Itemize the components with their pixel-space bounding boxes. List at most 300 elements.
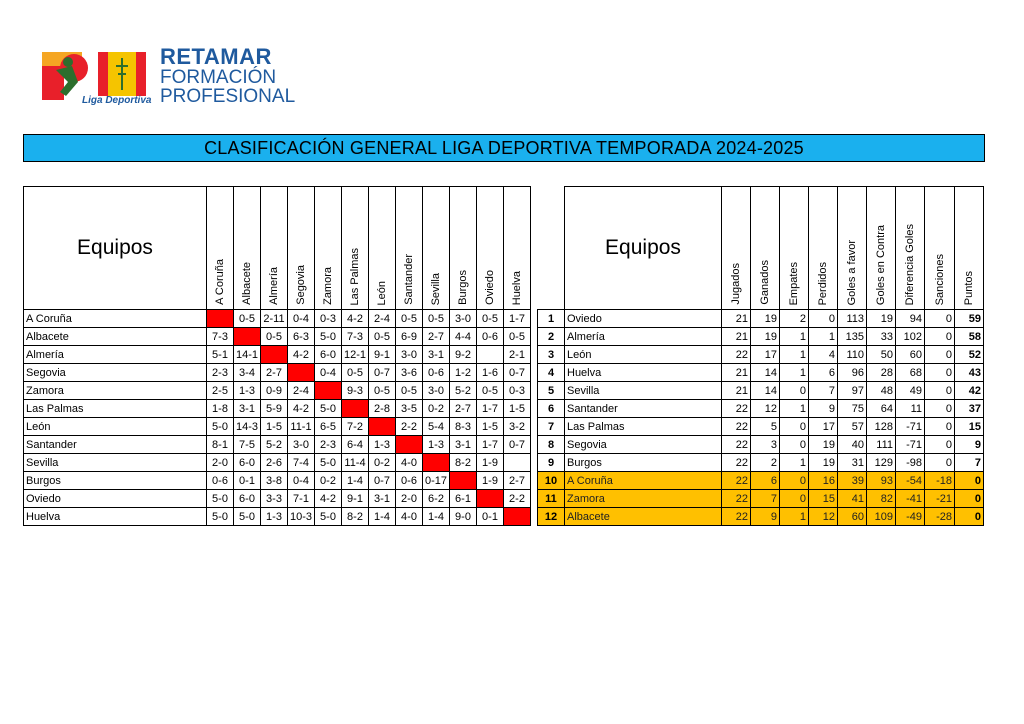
- score-cell: 9-1: [342, 490, 369, 508]
- standings-column-header: [955, 187, 984, 310]
- points-cell: 0: [955, 490, 984, 508]
- stat-cell: 57: [838, 418, 867, 436]
- results-column-header: [234, 187, 261, 310]
- position-cell: 12: [538, 508, 565, 526]
- position-cell: 4: [538, 364, 565, 382]
- brand-line1: RETAMAR: [160, 44, 272, 69]
- score-cell: 7-4: [288, 454, 315, 472]
- stat-cell: 17: [751, 346, 780, 364]
- results-team-name: Zamora: [24, 382, 207, 400]
- points-cell: 42: [955, 382, 984, 400]
- standings-row: [538, 346, 984, 364]
- stat-cell: 96: [838, 364, 867, 382]
- score-cell: 4-0: [396, 454, 423, 472]
- score-cell: 6-2: [423, 490, 450, 508]
- points-cell: 37: [955, 400, 984, 418]
- results-matrix: [23, 186, 531, 526]
- results-column-header: [261, 187, 288, 310]
- score-cell: 7-2: [342, 418, 369, 436]
- score-cell: 0-9: [261, 382, 288, 400]
- score-cell: 5-0: [315, 328, 342, 346]
- results-row: [24, 382, 531, 400]
- results-team-name: A Coruña: [24, 310, 207, 328]
- results-column-header: [504, 187, 531, 310]
- stat-cell: 16: [809, 472, 838, 490]
- standings-column-label: Ganados: [759, 260, 771, 305]
- score-cell: 2-2: [396, 418, 423, 436]
- stat-cell: 1: [780, 346, 809, 364]
- stat-cell: 0: [925, 310, 955, 328]
- position-cell: 5: [538, 382, 565, 400]
- standings-team-name: Oviedo: [565, 310, 722, 328]
- score-cell: 7-3: [342, 328, 369, 346]
- stat-cell: 21: [722, 364, 751, 382]
- score-cell: 3-1: [450, 436, 477, 454]
- score-cell: 5-0: [207, 418, 234, 436]
- points-cell: 0: [955, 508, 984, 526]
- standings-column-label: Goles en Contra: [875, 224, 887, 305]
- score-cell: 2-7: [450, 400, 477, 418]
- score-cell: 0-5: [504, 328, 531, 346]
- stat-cell: 4: [809, 346, 838, 364]
- results-row: [24, 508, 531, 526]
- score-cell: 2-0: [207, 454, 234, 472]
- results-row: [24, 436, 531, 454]
- score-cell: 0-4: [288, 472, 315, 490]
- results-team-name: Albacete: [24, 328, 207, 346]
- score-cell: 1-5: [261, 418, 288, 436]
- stat-cell: 0: [780, 472, 809, 490]
- score-cell: 14-1: [234, 346, 261, 364]
- stat-cell: 60: [838, 508, 867, 526]
- stat-cell: 7: [809, 382, 838, 400]
- score-cell: 2-4: [369, 310, 396, 328]
- standings-team-name: A Coruña: [565, 472, 722, 490]
- score-cell: 1-8: [207, 400, 234, 418]
- results-column-header: [369, 187, 396, 310]
- results-column-label: Segovia: [295, 265, 307, 305]
- score-cell: 9-2: [450, 346, 477, 364]
- stat-cell: 3: [751, 436, 780, 454]
- diagonal-cell: [342, 400, 369, 418]
- score-cell: 6-0: [315, 346, 342, 364]
- score-cell: 6-0: [234, 454, 261, 472]
- results-team-name: León: [24, 418, 207, 436]
- stat-cell: 40: [838, 436, 867, 454]
- standings-team-name: Zamora: [565, 490, 722, 508]
- stat-cell: 28: [867, 364, 896, 382]
- standings-team-name: Sevilla: [565, 382, 722, 400]
- score-cell: 1-9: [477, 472, 504, 490]
- score-cell: 9-1: [369, 346, 396, 364]
- stat-cell: 1: [780, 364, 809, 382]
- stat-cell: 33: [867, 328, 896, 346]
- score-cell: 0-3: [504, 382, 531, 400]
- score-cell: 6-5: [315, 418, 342, 436]
- standings-header-row: [538, 187, 984, 310]
- stat-cell: -49: [896, 508, 925, 526]
- score-cell: 8-2: [342, 508, 369, 526]
- results-team-name: Sevilla: [24, 454, 207, 472]
- stat-cell: 6: [751, 472, 780, 490]
- stat-cell: 1: [780, 454, 809, 472]
- results-column-label: Burgos: [457, 270, 469, 305]
- score-cell: 0-5: [477, 382, 504, 400]
- results-row: [24, 418, 531, 436]
- score-cell: 10-3: [288, 508, 315, 526]
- stat-cell: 0: [925, 436, 955, 454]
- stat-cell: 7: [751, 490, 780, 508]
- standings-column-header: [722, 187, 751, 310]
- score-cell: 2-3: [207, 364, 234, 382]
- stat-cell: 2: [780, 310, 809, 328]
- score-cell: 0-5: [396, 382, 423, 400]
- position-cell: 8: [538, 436, 565, 454]
- results-team-name: Segovia: [24, 364, 207, 382]
- points-cell: 52: [955, 346, 984, 364]
- stat-cell: 1: [780, 328, 809, 346]
- results-row: [24, 490, 531, 508]
- score-cell: 5-9: [261, 400, 288, 418]
- stat-cell: -98: [896, 454, 925, 472]
- position-cell: 6: [538, 400, 565, 418]
- stat-cell: 0: [925, 418, 955, 436]
- stat-cell: 22: [722, 508, 751, 526]
- stat-cell: 19: [809, 454, 838, 472]
- score-cell: 3-0: [450, 310, 477, 328]
- stat-cell: 0: [925, 382, 955, 400]
- standings-column-header: [751, 187, 780, 310]
- stat-cell: 128: [867, 418, 896, 436]
- position-cell: 10: [538, 472, 565, 490]
- score-cell: 2-7: [261, 364, 288, 382]
- position-header: [538, 187, 565, 310]
- standings-team-name: Segovia: [565, 436, 722, 454]
- results-column-header: [477, 187, 504, 310]
- score-cell: 2-5: [207, 382, 234, 400]
- score-cell: 6-0: [234, 490, 261, 508]
- score-cell: 0-17: [423, 472, 450, 490]
- stat-cell: 49: [896, 382, 925, 400]
- standings-column-header: [809, 187, 838, 310]
- results-row: [24, 328, 531, 346]
- logo-badge: Liga Deportiva: [82, 95, 152, 106]
- stat-cell: 12: [751, 400, 780, 418]
- score-cell: 3-4: [234, 364, 261, 382]
- results-column-header: [207, 187, 234, 310]
- stat-cell: 22: [722, 346, 751, 364]
- brand-name: [160, 46, 295, 106]
- position-cell: 3: [538, 346, 565, 364]
- results-team-header: Equipos: [24, 187, 207, 310]
- stat-cell: -18: [925, 472, 955, 490]
- score-cell: 5-0: [234, 508, 261, 526]
- results-row: [24, 400, 531, 418]
- score-cell: 3-5: [396, 400, 423, 418]
- stat-cell: 21: [722, 328, 751, 346]
- diagonal-cell: [396, 436, 423, 454]
- stat-cell: 75: [838, 400, 867, 418]
- results-column-label: Sevilla: [430, 272, 442, 305]
- score-cell: 0-5: [369, 328, 396, 346]
- score-cell: 3-1: [423, 346, 450, 364]
- stat-cell: 15: [809, 490, 838, 508]
- score-cell: 12-1: [342, 346, 369, 364]
- score-cell: 0-1: [234, 472, 261, 490]
- stat-cell: 113: [838, 310, 867, 328]
- score-cell: 1-7: [477, 400, 504, 418]
- standings-column-label: Diferencia Goles: [904, 223, 916, 305]
- stat-cell: 1: [780, 400, 809, 418]
- stat-cell: 110: [838, 346, 867, 364]
- score-cell: 3-0: [288, 436, 315, 454]
- standings-row: [538, 436, 984, 454]
- results-column-header: [342, 187, 369, 310]
- score-cell: 4-4: [450, 328, 477, 346]
- score-cell: 1-3: [234, 382, 261, 400]
- standings-row: [538, 382, 984, 400]
- score-cell: 4-2: [288, 400, 315, 418]
- score-cell: 0-2: [423, 400, 450, 418]
- score-cell: 0-3: [315, 310, 342, 328]
- stat-cell: 64: [867, 400, 896, 418]
- standings-column-header: [867, 187, 896, 310]
- standings-table: [537, 186, 984, 526]
- score-cell: 1-7: [504, 310, 531, 328]
- score-cell: 2-6: [261, 454, 288, 472]
- score-cell: 3-0: [396, 346, 423, 364]
- results-row: [24, 472, 531, 490]
- diagonal-cell: [369, 418, 396, 436]
- stat-cell: 19: [751, 328, 780, 346]
- stat-cell: 0: [925, 328, 955, 346]
- results-team-name: Almería: [24, 346, 207, 364]
- results-column-label: León: [376, 280, 388, 305]
- score-cell: 3-2: [504, 418, 531, 436]
- results-column-label: Huelva: [511, 270, 523, 305]
- stat-cell: 6: [809, 364, 838, 382]
- score-cell: 5-0: [315, 454, 342, 472]
- standings-team-name: Santander: [565, 400, 722, 418]
- stat-cell: 12: [809, 508, 838, 526]
- standings-team-name: Las Palmas: [565, 418, 722, 436]
- results-column-header: [450, 187, 477, 310]
- score-cell: 1-3: [369, 436, 396, 454]
- stat-cell: 11: [896, 400, 925, 418]
- brand-line2: FORMACIÓN: [160, 67, 277, 88]
- score-cell: 0-4: [288, 310, 315, 328]
- stat-cell: 21: [722, 310, 751, 328]
- results-team-name: Huelva: [24, 508, 207, 526]
- diagonal-cell: [423, 454, 450, 472]
- position-cell: 7: [538, 418, 565, 436]
- standings-column-header: [925, 187, 955, 310]
- stat-cell: 19: [867, 310, 896, 328]
- standings-row: [538, 490, 984, 508]
- standings-team-name: Burgos: [565, 454, 722, 472]
- score-cell: 5-2: [261, 436, 288, 454]
- score-cell: 3-3: [261, 490, 288, 508]
- score-cell: 4-2: [315, 490, 342, 508]
- score-cell: 1-4: [423, 508, 450, 526]
- points-cell: 9: [955, 436, 984, 454]
- stat-cell: 0: [780, 490, 809, 508]
- score-cell: 4-0: [396, 508, 423, 526]
- stat-cell: 0: [780, 382, 809, 400]
- score-cell: 3-8: [261, 472, 288, 490]
- stat-cell: -28: [925, 508, 955, 526]
- score-cell: 7-1: [288, 490, 315, 508]
- score-cell: 1-5: [504, 400, 531, 418]
- score-cell: 0-5: [423, 310, 450, 328]
- score-cell: 2-1: [504, 346, 531, 364]
- score-cell: 6-1: [450, 490, 477, 508]
- points-cell: 43: [955, 364, 984, 382]
- score-cell: 9-3: [342, 382, 369, 400]
- score-cell: 0-6: [423, 364, 450, 382]
- score-cell: 11-4: [342, 454, 369, 472]
- stat-cell: 2: [751, 454, 780, 472]
- stat-cell: 129: [867, 454, 896, 472]
- score-cell: 0-5: [261, 328, 288, 346]
- stat-cell: 0: [780, 436, 809, 454]
- score-cell: 0-5: [369, 382, 396, 400]
- stat-cell: 14: [751, 382, 780, 400]
- stat-cell: 9: [751, 508, 780, 526]
- diagonal-cell: [450, 472, 477, 490]
- score-cell: 8-3: [450, 418, 477, 436]
- results-column-header: [423, 187, 450, 310]
- position-cell: 11: [538, 490, 565, 508]
- score-cell: 0-1: [477, 508, 504, 526]
- score-cell: 5-0: [315, 508, 342, 526]
- stat-cell: 0: [809, 310, 838, 328]
- position-cell: 9: [538, 454, 565, 472]
- score-cell: 6-3: [288, 328, 315, 346]
- stat-cell: -21: [925, 490, 955, 508]
- stat-cell: 17: [809, 418, 838, 436]
- stat-cell: 109: [867, 508, 896, 526]
- results-column-label: Almería: [268, 267, 280, 305]
- stat-cell: 82: [867, 490, 896, 508]
- stat-cell: 22: [722, 418, 751, 436]
- score-cell: 3-1: [369, 490, 396, 508]
- stat-cell: 93: [867, 472, 896, 490]
- score-cell: 3-6: [396, 364, 423, 382]
- stat-cell: 50: [867, 346, 896, 364]
- standings-row: [538, 454, 984, 472]
- standings-row: [538, 472, 984, 490]
- score-cell: 0-5: [477, 310, 504, 328]
- score-cell: 1-3: [261, 508, 288, 526]
- score-cell: 1-4: [342, 472, 369, 490]
- diagonal-cell: [261, 346, 288, 364]
- score-cell: 1-6: [477, 364, 504, 382]
- score-cell: 0-7: [504, 436, 531, 454]
- results-column-label: Oviedo: [484, 270, 496, 305]
- score-cell: 2-3: [315, 436, 342, 454]
- diagonal-cell: [288, 364, 315, 382]
- score-cell: 1-2: [450, 364, 477, 382]
- score-cell: 4-2: [342, 310, 369, 328]
- stat-cell: 48: [867, 382, 896, 400]
- standings-row: [538, 418, 984, 436]
- points-cell: 58: [955, 328, 984, 346]
- stat-cell: 22: [722, 472, 751, 490]
- stat-cell: 0: [925, 400, 955, 418]
- results-column-header: [315, 187, 342, 310]
- score-cell: 2-7: [423, 328, 450, 346]
- score-cell: 0-2: [369, 454, 396, 472]
- stat-cell: 21: [722, 382, 751, 400]
- standings-column-label: Jugados: [730, 263, 742, 305]
- score-cell: 0-5: [396, 310, 423, 328]
- score-cell: [477, 346, 504, 364]
- stat-cell: 22: [722, 490, 751, 508]
- diagonal-cell: [315, 382, 342, 400]
- points-cell: 59: [955, 310, 984, 328]
- stat-cell: 0: [925, 346, 955, 364]
- stat-cell: 22: [722, 400, 751, 418]
- results-row: [24, 346, 531, 364]
- score-cell: 3-1: [234, 400, 261, 418]
- score-cell: 5-4: [423, 418, 450, 436]
- stat-cell: 0: [925, 364, 955, 382]
- score-cell: 5-0: [207, 490, 234, 508]
- stat-cell: 39: [838, 472, 867, 490]
- standings-column-label: Goles a favor: [846, 239, 858, 305]
- stat-cell: 9: [809, 400, 838, 418]
- score-cell: 8-1: [207, 436, 234, 454]
- results-body: [24, 310, 531, 526]
- standings-column-header: [896, 187, 925, 310]
- standings-column-label: Perdidos: [817, 261, 829, 305]
- stat-cell: 1: [780, 508, 809, 526]
- score-cell: 4-2: [288, 346, 315, 364]
- standings-body: [538, 310, 984, 526]
- results-column-label: Las Palmas: [349, 247, 361, 305]
- score-cell: 5-2: [450, 382, 477, 400]
- position-cell: 1: [538, 310, 565, 328]
- score-cell: 2-2: [504, 490, 531, 508]
- score-cell: 0-5: [342, 364, 369, 382]
- page-title: CLASIFICACIÓN GENERAL LIGA DEPORTIVA TEMPORADA 2024-2025: [23, 134, 985, 162]
- standings-team-name: Almería: [565, 328, 722, 346]
- stat-cell: 19: [809, 436, 838, 454]
- stat-cell: 5: [751, 418, 780, 436]
- stat-cell: 31: [838, 454, 867, 472]
- standings-team-name: Albacete: [565, 508, 722, 526]
- diagonal-cell: [207, 310, 234, 328]
- score-cell: 14-3: [234, 418, 261, 436]
- stat-cell: 14: [751, 364, 780, 382]
- results-column-label: A Coruña: [214, 259, 226, 305]
- standings-team-name: Huelva: [565, 364, 722, 382]
- score-cell: 7-3: [207, 328, 234, 346]
- results-column-label: Albacete: [241, 262, 253, 305]
- score-cell: 5-0: [315, 400, 342, 418]
- results-row: [24, 454, 531, 472]
- score-cell: 2-4: [288, 382, 315, 400]
- score-cell: 6-4: [342, 436, 369, 454]
- brand-line3: PROFESIONAL: [160, 86, 296, 107]
- score-cell: 6-9: [396, 328, 423, 346]
- score-cell: 2-7: [504, 472, 531, 490]
- standings-column-label: Puntos: [963, 270, 975, 305]
- score-cell: 5-0: [207, 508, 234, 526]
- results-column-label: Zamora: [322, 267, 334, 305]
- stat-cell: -41: [896, 490, 925, 508]
